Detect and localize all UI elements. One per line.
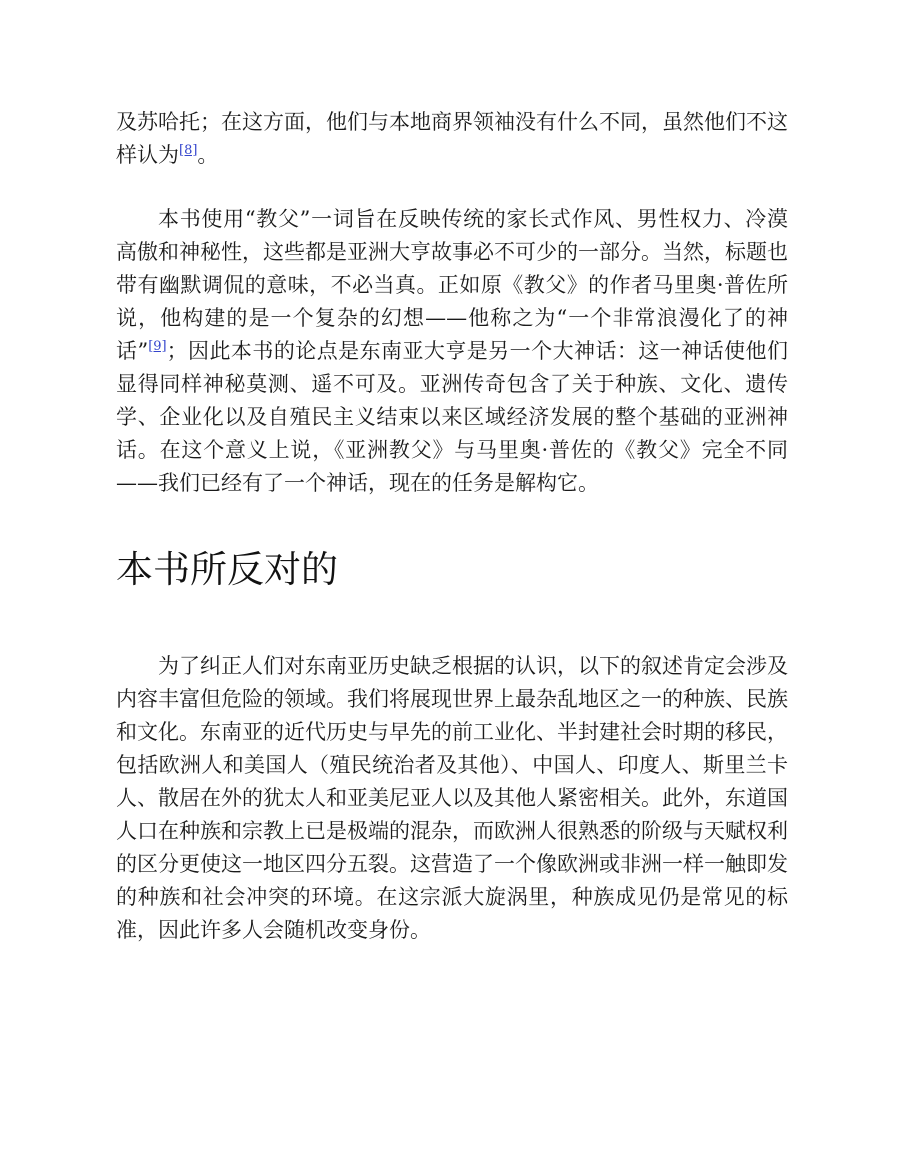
paragraph-godfather: [116, 203, 788, 500]
footnote-link-8[interactable]: [8]: [179, 143, 198, 158]
page-content: [116, 106, 788, 947]
footnote-link-9[interactable]: [9]: [148, 339, 167, 354]
paragraph-text: 及苏哈托；在这方面，他们与本地商界领袖没有什么不同，虽然他们不这样认为: [116, 110, 788, 167]
paragraph-text-end: 。: [197, 143, 219, 167]
section-heading: 本书所反对的: [116, 548, 338, 591]
paragraph-text: 本书使用“教父”一词旨在反映传统的家长式作风、男性权力、冷漠高傲和神秘性，这些都是亚洲大亨故事必不可少的一部分。当然，标题也带有幽默调侃的意味，不必当真。正如原《教父》的作者马里奥·普佐所说，他构建的是一个复杂的幻想——他称之为“一个非常浪漫化了的神话”: [116, 207, 788, 363]
paragraph-continuation: [116, 106, 788, 172]
paragraph-text-end: ；因此本书的论点是东南亚大亨是另一个大神话：这一神话使他们显得同样神秘莫测、遥不可及。亚洲传奇包含了关于种族、文化、遗传学、企业化以及自殖民主义结束以来区域经济发展的整个基础的亚洲神话。在这个意义上说，《亚洲教父》与马里奥·普佐的《教父》完全不同——我们已经有了一个神话，现在的任务是解构它。: [116, 339, 788, 495]
section-paragraph: 为了纠正人们对东南亚历史缺乏根据的认识，以下的叙述肯定会涉及内容丰富但危险的领域。我们将展现世界上最杂乱地区之一的种族、民族和文化。东南亚的近代历史与早先的前工业化、半封建社会时期的移民，包括欧洲人和美国人（殖民统治者及其他）、中国人、印度人、斯里兰卡人、散居在外的犹太人和亚美尼亚人以及其他人紧密相关。此外，东道国人口在种族和宗教上已是极端的混杂，而欧洲人很熟悉的阶级与天赋权利的区分更使这一地区四分五裂。这营造了一个像欧洲或非洲一样一触即发的种族和社会冲突的环境。在这宗派大旋涡里，种族成见仍是常见的标准，因此许多人会随机改变身份。: [116, 654, 788, 942]
